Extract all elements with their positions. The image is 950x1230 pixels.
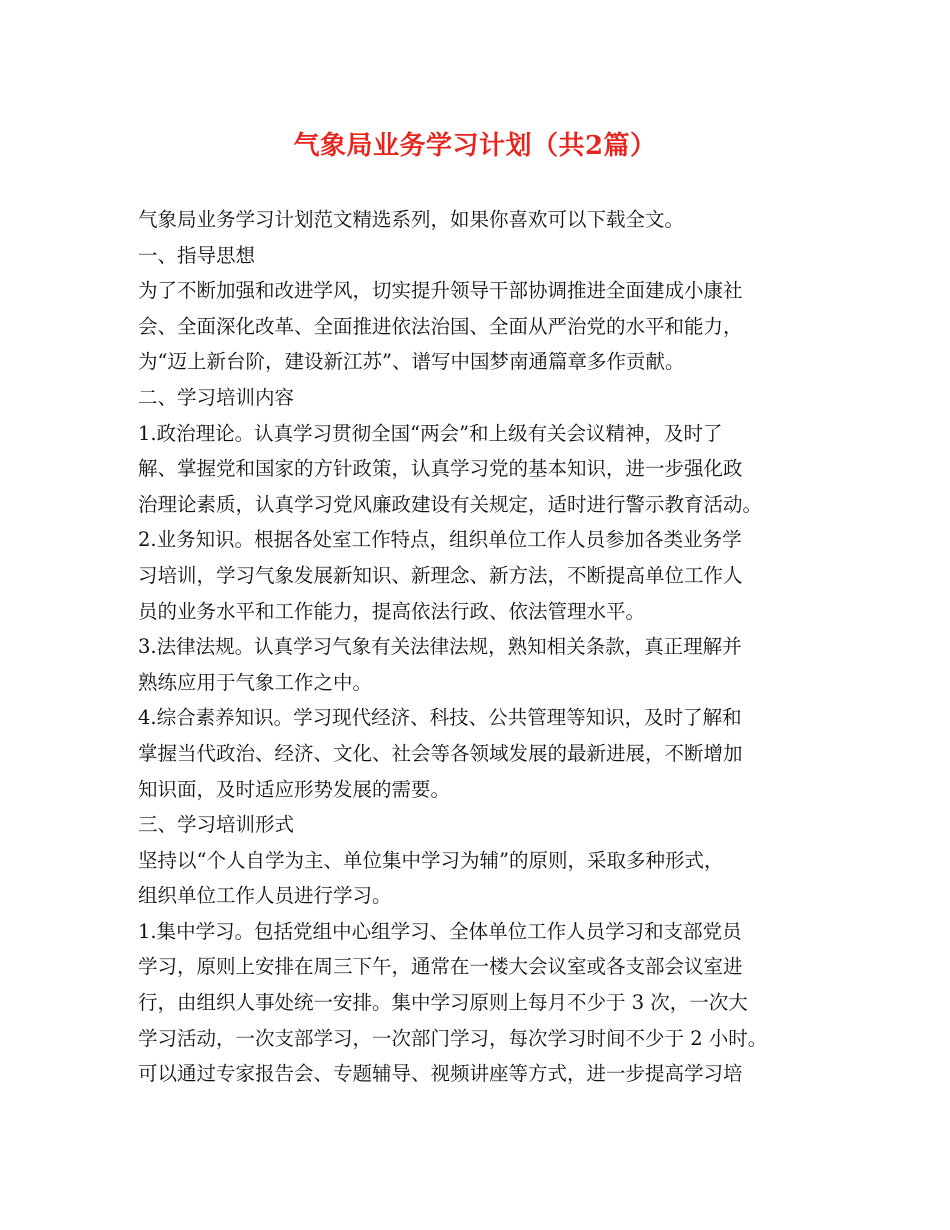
document-title: 气象局业务学习计划（共2篇） [293,131,657,161]
paragraph-line: 4.综合素养知识。学习现代经济、科技、公共管理等知识，及时了解和 [138,706,742,730]
paragraph-line: 3.法律法规。认真学习气象有关法律法规，熟知相关条款，真正理解并 [138,635,742,659]
paragraph-line: 解、掌握党和国家的方针政策，认真学习党的基本知识，进一步强化政 [138,457,743,481]
paragraph-line: 习培训，学习气象发展新知识、新理念、新方法，不断提高单位工作人 [138,563,743,587]
paragraph-line: 为了不断加强和改进学风，切实提升领导干部协调推进全面建成小康社 [138,279,743,303]
paragraph-line: 行，由组织人事处统一安排。集中学习原则上每月不少于 3 次，一次大 [138,991,748,1015]
paragraph-line: 知识面，及时适应形势发展的需要。 [138,777,451,801]
paragraph-line: 1.集中学习。包括党组中心组学习、全体单位工作人员学习和支部党员 [138,919,742,943]
paragraph-line: 掌握当代政治、经济、文化、社会等各领域发展的最新进展，不断增加 [138,741,743,765]
paragraph-line: 学习活动，一次支部学习，一次部门学习，每次学习时间不少于 2 小时。 [138,1026,768,1050]
paragraph-line: 组织单位工作人员进行学习。 [138,884,392,908]
paragraph-line: 熟练应用于气象工作之中。 [138,670,373,694]
paragraph-line: 员的业务水平和工作能力，提高依法行政、依法管理水平。 [138,599,646,623]
section-heading: 一、指导思想 [138,243,256,267]
paragraph-line: 2.业务知识。根据各处室工作特点，组织单位工作人员参加各类业务学 [138,528,742,552]
section-heading: 二、学习培训内容 [138,385,295,409]
paragraph-line: 学习，原则上安排在周三下午，通常在一楼大会议室或各支部会议室进 [138,955,743,979]
section-heading: 三、学习培训形式 [138,813,295,837]
paragraph-line: 为“迈上新台阶，建设新江苏”、谱写中国梦南通篇章多作贡献。 [138,350,685,374]
paragraph-line: 治理论素质，认真学习党风廉政建设有关规定，适时进行警示教育活动。 [138,492,763,516]
paragraph-line: 会、全面深化改革、全面推进依法治国、全面从严治党的水平和能力， [138,314,743,338]
paragraph-line: 气象局业务学习计划范文精选系列，如果你喜欢可以下载全文。 [138,208,685,231]
paragraph-line: 坚持以“个人自学为主、单位集中学习为辅”的原则，采取多种形式， [138,848,724,872]
document-body [138,202,828,1092]
paragraph-line: 可以通过专家报告会、专题辅导、视频讲座等方式，进一步提高学习培 [138,1062,743,1086]
paragraph-line: 1.政治理论。认真学习贯彻全国“两会”和上级有关会议精神，及时了 [138,421,723,445]
